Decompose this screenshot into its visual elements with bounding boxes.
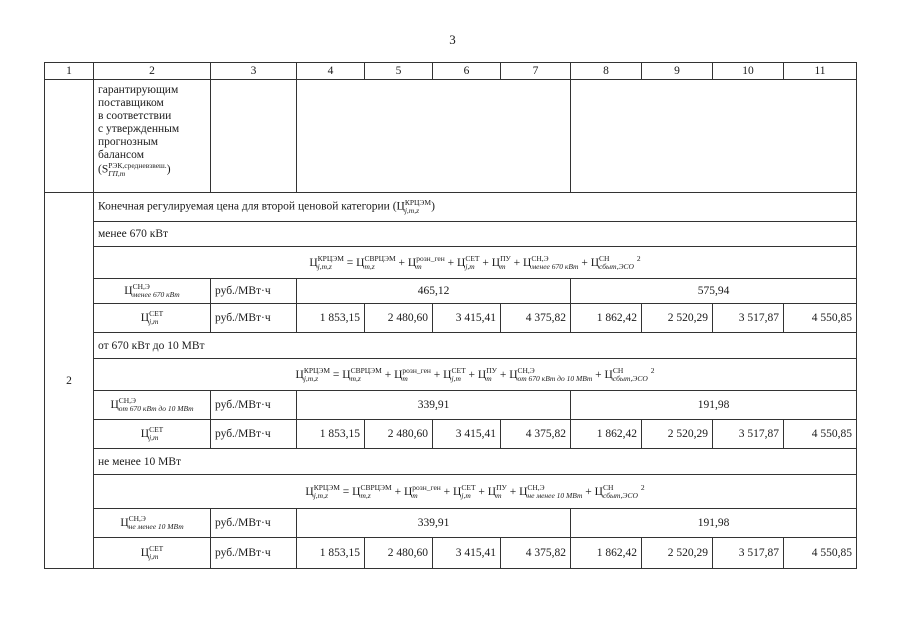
set-value-7: 3 517,87 — [713, 420, 784, 449]
continuation-row — [45, 80, 857, 193]
math-sup: КРЦЭМ — [404, 198, 432, 207]
section-number: 2 — [45, 193, 94, 569]
set-value-3: 3 415,41 — [433, 420, 501, 449]
math-script — [149, 545, 163, 561]
math-script — [496, 484, 507, 500]
column-header-4: 4 — [297, 63, 365, 80]
sn-label — [94, 391, 211, 420]
math-sub: сбыт,ЭСО — [612, 374, 648, 384]
values-half-1 — [297, 80, 571, 193]
math-sup: розн_ген — [402, 366, 431, 376]
math-script — [364, 255, 395, 271]
set-value-7: 3 517,87 — [713, 538, 784, 569]
set-row — [45, 304, 857, 333]
math-sup: ПУ — [496, 483, 507, 493]
header-row — [45, 63, 857, 80]
description-line: с утвержденным — [98, 123, 180, 135]
math-sup: КРЦЭМ — [303, 366, 331, 376]
math-sup: ПУ — [500, 254, 511, 264]
math-script — [129, 515, 184, 531]
math-sub: не менее 10 МВт — [527, 491, 583, 501]
math-symbol: Ц розн_ген m — [403, 483, 441, 501]
pricing-formula: Ц КРЦЭМ j,m,z = Ц СВРЦЭМ m,z + Ц розн_ген m + Ц СЕТ j,m + Ц ПУ m + Ц СН,Э менее 670 кВт + Ц СН сбыт,ЭСО $^2$ — [309, 253, 641, 272]
set-value-6: 2 520,29 — [642, 304, 713, 333]
sn-unit: руб./МВт·ч — [211, 279, 297, 304]
title-symbol-scripts — [404, 198, 432, 215]
math-sup: КРЦЭМ — [317, 254, 344, 264]
footnote-mark: 2 — [650, 365, 655, 375]
set-value-2: 2 480,60 — [365, 538, 433, 569]
balance-symbol-scripts — [108, 161, 167, 178]
set-value-5: 1 862,42 — [571, 538, 642, 569]
math-script — [461, 484, 475, 500]
math-sup: СВРЦЭМ — [364, 254, 396, 264]
sn-value-second-half: 191,98 — [571, 391, 857, 420]
math-symbol: Ц СВРЦЭМ m,z — [342, 366, 382, 384]
set-row — [45, 538, 857, 569]
description-line: в соответствии — [98, 110, 172, 122]
set-value-7: 3 517,87 — [713, 304, 784, 333]
math-sup: СН — [612, 366, 624, 376]
set-value-8: 4 550,85 — [784, 304, 857, 333]
math-symbol: Ц СН,Э от 670 кВт до 10 МВт — [110, 396, 194, 413]
set-value-5: 1 862,42 — [571, 420, 642, 449]
column-header-9: 9 — [642, 63, 713, 80]
math-sub: менее 670 кВт — [132, 290, 180, 299]
math-sub: m,z — [364, 262, 375, 272]
sn-value-first-half: 465,12 — [297, 279, 571, 304]
math-sup: СН,Э — [132, 282, 150, 291]
set-value-8: 4 550,85 — [784, 538, 857, 569]
formula-row — [45, 247, 857, 279]
set-value-6: 2 520,29 — [642, 420, 713, 449]
column-header-8: 8 — [571, 63, 642, 80]
math-script — [500, 255, 511, 271]
math-script — [599, 255, 634, 271]
math-sup: СН,Э — [118, 396, 137, 405]
math-symbol: Ц розн_ген m — [394, 366, 431, 384]
sn-row — [45, 391, 857, 420]
math-sub: m,z — [360, 491, 371, 501]
block-formula — [94, 247, 857, 279]
math-symbol: Ц СЕТ j,m — [140, 309, 164, 326]
math-script — [304, 367, 330, 383]
math-script — [531, 255, 578, 271]
set-value-8: 4 550,85 — [784, 420, 857, 449]
math-sup: СН — [599, 254, 610, 264]
footnote-mark: 2 — [636, 253, 641, 263]
math-symbol: Ц СН сбыт,ЭСО — [590, 254, 634, 272]
column-header-7: 7 — [501, 63, 571, 80]
math-sup: СЕТ — [149, 425, 164, 434]
formula-row — [45, 475, 857, 509]
set-value-4: 4 375,82 — [501, 304, 571, 333]
set-value-4: 4 375,82 — [501, 420, 571, 449]
values-half-2 — [571, 80, 857, 193]
column-header-5: 5 — [365, 63, 433, 80]
math-sub: m — [402, 374, 408, 384]
math-symbol: Ц СН,Э не менее 10 МВт — [519, 483, 583, 501]
math-sup: ПУ — [486, 366, 497, 376]
math-sub: сбыт,ЭСО — [602, 491, 638, 501]
math-sub: от 670 кВт до 10 МВт — [118, 404, 194, 413]
math-symbol: Ц КРЦЭМ j,m,z — [309, 254, 344, 272]
math-script — [314, 484, 340, 500]
description-line: балансом — [98, 149, 144, 161]
math-sup: РЭК,средневзвеш. — [108, 161, 167, 170]
math-sub: j,m — [451, 374, 461, 384]
block-label: менее 670 кВт — [94, 222, 857, 247]
set-value-1: 1 853,15 — [297, 420, 365, 449]
math-sup: СЕТ — [149, 309, 164, 318]
math-sup: СН,Э — [128, 514, 146, 523]
math-symbol: Ц СЕТ j,m — [140, 544, 164, 561]
set-value-1: 1 853,15 — [297, 538, 365, 569]
sn-value-second-half: 575,94 — [571, 279, 857, 304]
set-value-4: 4 375,82 — [501, 538, 571, 569]
pricing-formula: Ц КРЦЭМ j,m,z = Ц СВРЦЭМ m,z + Ц розн_ген m + Ц СЕТ j,m + Ц ПУ m + Ц СН,Э от 670 кВт до 10 МВт + Ц СН сбыт,ЭСО $^2$ — [295, 365, 655, 384]
sn-unit: руб./МВт·ч — [211, 391, 297, 420]
math-sub: j,m — [149, 433, 159, 442]
math-sub: j,m,z — [317, 262, 332, 272]
block-label-row — [45, 222, 857, 247]
tariff-table — [44, 62, 857, 569]
math-sub: m — [500, 262, 506, 272]
math-sup: СН,Э — [517, 366, 535, 376]
math-sup: КРЦЭМ — [313, 483, 340, 493]
math-script — [451, 367, 465, 383]
set-unit: руб./МВт·ч — [211, 304, 297, 333]
math-sup: СН,Э — [531, 254, 549, 264]
math-symbol: Ц ПУ m — [491, 254, 511, 272]
math-sup: СН,Э — [527, 483, 545, 493]
set-value-5: 1 862,42 — [571, 304, 642, 333]
set-unit: руб./МВт·ч — [211, 420, 297, 449]
math-symbol: Ц СН,Э менее 670 кВт — [124, 282, 180, 299]
math-script — [119, 397, 194, 413]
page-number: 3 — [449, 32, 456, 47]
block-label: от 670 кВт до 10 МВт — [94, 333, 857, 359]
math-symbol: Ц ПУ m — [487, 483, 507, 501]
pricing-formula: Ц КРЦЭМ j,m,z = Ц СВРЦЭМ m,z + Ц розн_ген m + Ц СЕТ j,m + Ц ПУ m + Ц СН,Э не менее 10 МВт + Ц СН сбыт,ЭСО $^2$ — [305, 482, 645, 501]
math-sub: сбыт,ЭСО — [599, 262, 634, 272]
math-sub: j,m — [461, 491, 471, 501]
math-script — [416, 255, 445, 271]
math-script — [133, 283, 180, 299]
math-sub: m — [416, 262, 422, 272]
math-sub: m — [496, 491, 502, 501]
math-sub: от 670 кВт до 10 МВт — [517, 374, 593, 384]
math-symbol: Ц СН,Э менее 670 кВт — [523, 254, 579, 272]
math-sup: розн_ген — [416, 254, 445, 264]
block-formula — [94, 359, 857, 391]
math-sub: j,m,z — [313, 491, 328, 501]
math-symbol: Ц СН,Э не менее 10 МВт — [120, 514, 184, 531]
math-script — [360, 484, 391, 500]
sn-row — [45, 509, 857, 538]
sn-value-first-half: 339,91 — [297, 391, 571, 420]
math-script — [108, 162, 166, 178]
math-sup: СЕТ — [149, 544, 164, 553]
math-sub: m — [412, 491, 418, 501]
math-script — [351, 367, 382, 383]
set-value-3: 3 415,41 — [433, 538, 501, 569]
footnote-mark: 2 — [640, 482, 645, 492]
block-label-row — [45, 449, 857, 475]
math-script — [613, 367, 648, 383]
set-label — [94, 304, 211, 333]
section-title: Конечная регулируемая цена для второй ценовой категории (Ц КРЦЭМ j,m,z ) — [94, 193, 857, 222]
math-script — [149, 310, 163, 326]
math-sub: j,m — [149, 552, 159, 561]
math-script — [603, 484, 638, 500]
set-unit: руб./МВт·ч — [211, 538, 297, 569]
sn-row — [45, 279, 857, 304]
math-sup: СЕТ — [451, 366, 466, 376]
section-title-row — [45, 193, 857, 222]
math-sub: не менее 10 МВт — [128, 522, 184, 531]
math-sup: розн_ген — [412, 483, 441, 493]
math-symbol: Ц СВРЦЭМ m,z — [356, 254, 396, 272]
set-label — [94, 538, 211, 569]
formula-row — [45, 359, 857, 391]
math-sup: СН — [602, 483, 614, 493]
math-sup: СЕТ — [465, 254, 480, 264]
math-symbol: Ц СЕТ j,m — [453, 483, 476, 501]
math-sub: j,m,z — [404, 206, 420, 215]
math-sub: j,m,z — [303, 374, 318, 384]
math-symbol: Ц СЕТ j,m — [443, 366, 466, 384]
math-symbol: Ц КРЦЭМ j,m,z — [295, 366, 331, 384]
math-script — [486, 367, 497, 383]
set-value-3: 3 415,41 — [433, 304, 501, 333]
math-symbol: Ц СН сбыт,ЭСО — [604, 366, 648, 384]
set-value-1: 1 853,15 — [297, 304, 365, 333]
set-row — [45, 420, 857, 449]
math-sub: j,m — [149, 317, 159, 326]
math-script — [465, 255, 479, 271]
math-sub: менее 670 кВт — [531, 262, 579, 272]
continuation-description — [94, 80, 211, 193]
block-label-row — [45, 333, 857, 359]
math-script — [149, 426, 163, 442]
math-symbol: Ц КРЦЭМ j,m,z — [305, 483, 340, 501]
math-symbol: Ц СН,Э от 670 кВт до 10 МВт — [509, 366, 593, 384]
math-sup: СЕТ — [461, 483, 476, 493]
column-header-1: 1 — [45, 63, 94, 80]
math-script — [318, 255, 344, 271]
column-header-10: 10 — [713, 63, 784, 80]
math-script — [405, 199, 431, 215]
math-symbol: Ц СН сбыт,ЭСО — [594, 483, 638, 501]
column-header-2: 2 — [94, 63, 211, 80]
math-symbol: Ц СЕТ j,m — [140, 425, 164, 442]
block-label: не менее 10 МВт — [94, 449, 857, 475]
math-symbol: Ц розн_ген m — [407, 254, 445, 272]
math-script — [412, 484, 441, 500]
math-sup: СВРЦЭМ — [360, 483, 392, 493]
sn-value-second-half: 191,98 — [571, 509, 857, 538]
math-script — [518, 367, 593, 383]
sn-value-first-half: 339,91 — [297, 509, 571, 538]
description-line: поставщиком — [98, 97, 164, 109]
unit-cell — [211, 80, 297, 193]
row-number-cell — [45, 80, 94, 193]
math-sub: ГП,m — [108, 169, 126, 178]
sn-label — [94, 509, 211, 538]
math-sub: j,m — [465, 262, 475, 272]
math-sub: m — [486, 374, 492, 384]
set-value-2: 2 480,60 — [365, 420, 433, 449]
column-header-11: 11 — [784, 63, 857, 80]
math-symbol: Ц СЕТ j,m — [457, 254, 480, 272]
column-header-6: 6 — [433, 63, 501, 80]
description-line: гарантирующим — [98, 84, 179, 96]
set-value-6: 2 520,29 — [642, 538, 713, 569]
math-sup: СВРЦЭМ — [350, 366, 382, 376]
balance-symbol: (S РЭК,средневзвеш. ГП,m ) — [98, 161, 171, 178]
set-value-2: 2 480,60 — [365, 304, 433, 333]
set-label — [94, 420, 211, 449]
math-script — [527, 484, 582, 500]
description-line: прогнозным — [98, 136, 158, 148]
block-formula — [94, 475, 857, 509]
math-symbol: Ц ПУ m — [477, 366, 497, 384]
math-symbol: Ц СВРЦЭМ m,z — [352, 483, 392, 501]
math-sub: m,z — [350, 374, 361, 384]
column-header-3: 3 — [211, 63, 297, 80]
math-script — [402, 367, 431, 383]
sn-unit: руб./МВт·ч — [211, 509, 297, 538]
sn-label — [94, 279, 211, 304]
